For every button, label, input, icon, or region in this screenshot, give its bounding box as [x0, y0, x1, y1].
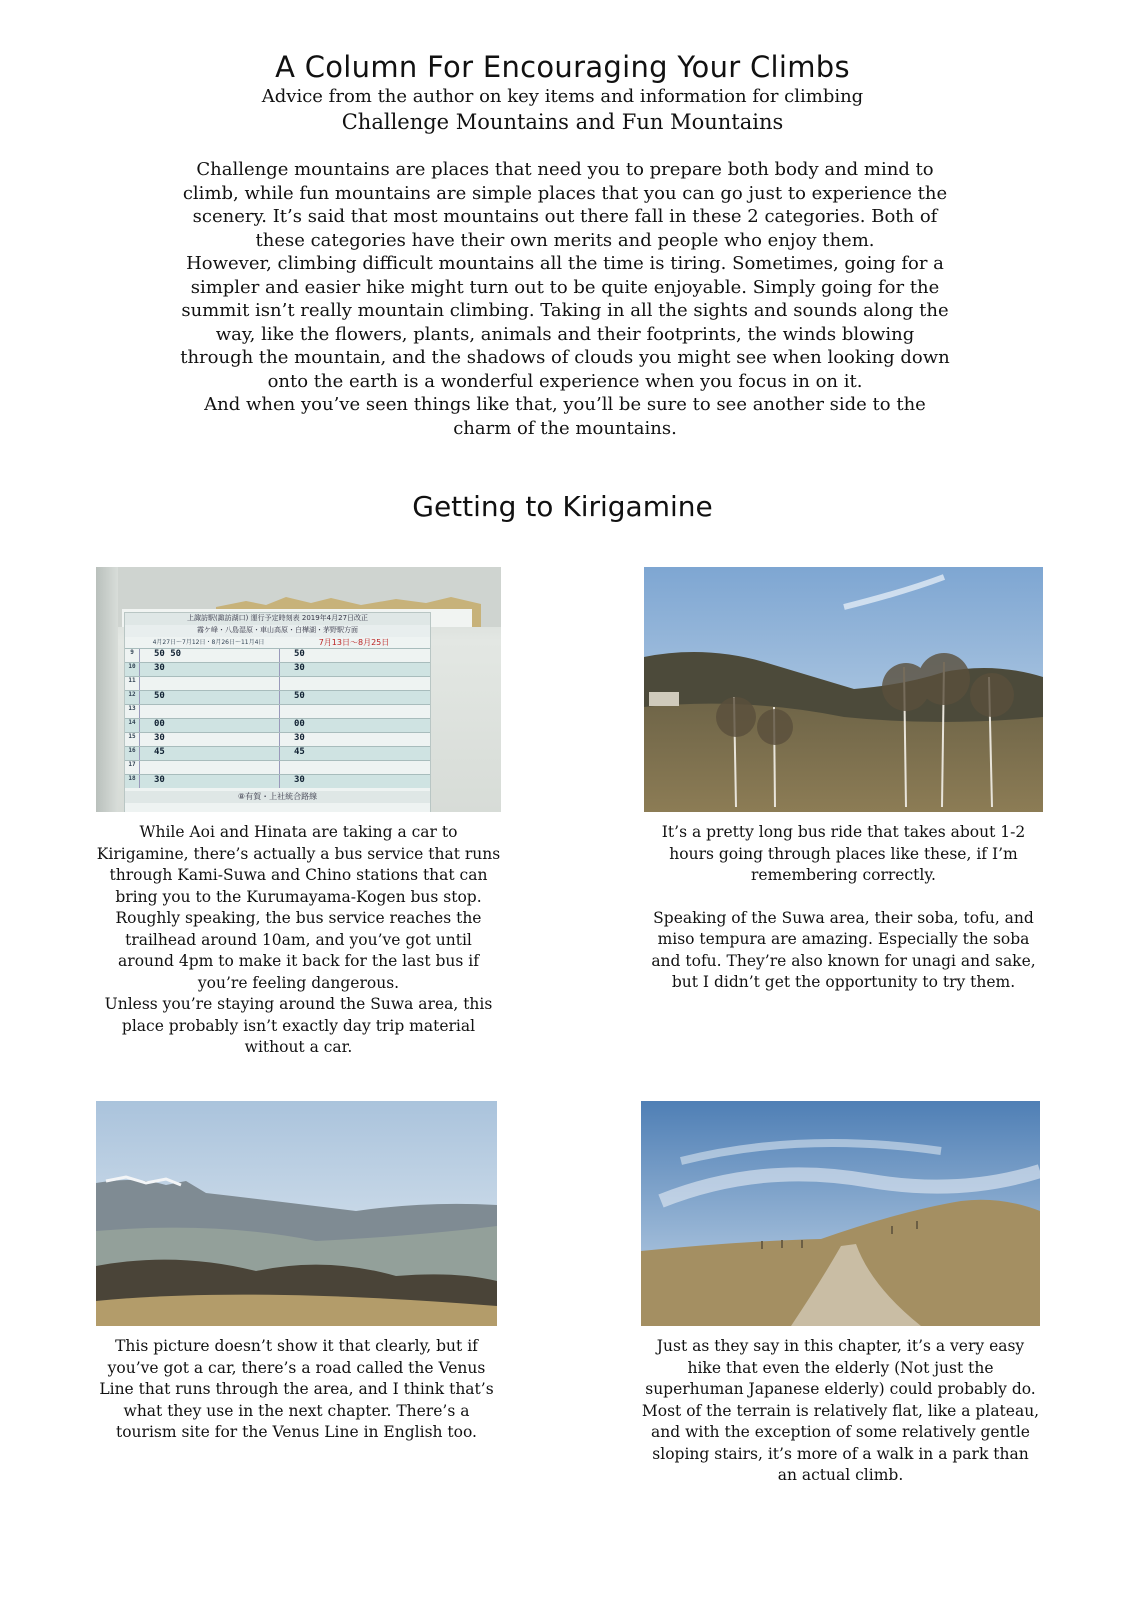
table-row	[125, 662, 430, 676]
table-row	[125, 774, 430, 788]
valley-view-photo	[96, 1101, 497, 1326]
table-row	[125, 760, 430, 774]
scenery-caption	[644, 822, 1043, 994]
hour-cell: 10	[125, 663, 140, 676]
caption-paragraph: This picture doesn’t show it that clearly, but if you’ve got a car, there’s a road called the Venus Line that runs through the area, and I think that’s what they use in the next chapter. There’s a tourism site for the Venus Line in English too.	[99, 1337, 494, 1441]
table-row	[125, 704, 430, 718]
bus-caption	[96, 822, 501, 1059]
landscape-image-icon	[644, 567, 1043, 812]
topic-heading: Challenge Mountains and Fun Mountains	[341, 110, 784, 134]
time-cell: 00	[294, 719, 305, 729]
time-cell: 30	[294, 663, 305, 673]
time-cell	[140, 761, 280, 774]
table-row	[125, 732, 430, 746]
timetable-header: 上諏訪駅(諏訪湖口) 運行予定時刻表 2019年4月27日改正	[125, 613, 430, 625]
hour-cell: 14	[125, 719, 140, 732]
intro-text	[180, 158, 950, 440]
photo-edge-shadow	[96, 567, 118, 812]
hour-cell: 9	[125, 649, 140, 662]
landscape-image-icon	[96, 1101, 497, 1326]
hour-cell: 12	[125, 691, 140, 704]
timetable-column-labels	[125, 637, 430, 648]
bus-timetable-photo	[96, 567, 501, 812]
bus-route-scenery-photo	[644, 567, 1043, 812]
time-cell: 00	[140, 719, 280, 732]
time-cell: 45	[294, 747, 305, 757]
time-cell	[140, 677, 280, 690]
timetable-rows	[125, 648, 430, 788]
caption-paragraph: It’s a pretty long bus ride that takes about 1-2 hours going through places like these, if I’m remembering correctly.	[661, 823, 1026, 884]
time-cell	[280, 705, 430, 718]
caption-paragraph: Speaking of the Suwa area, their soba, tofu, and miso tempura are amazing. Especially the soba and tofu. They’re also known for unagi and sake, but I didn’t get the opportunity to try them.	[651, 908, 1036, 991]
plateau-caption	[641, 1336, 1040, 1487]
timetable-board	[124, 612, 431, 812]
hour-cell: 17	[125, 761, 140, 774]
caption-paragraph: Just as they say in this chapter, it’s a very easy hike that even the elderly (Not just the superhuman Japanese elderly) could probably do. Most of the terrain is relatively flat, like a plateau, and with the exception of some relatively gentle sloping stairs, it’s more of a walk in a park than an actual climb.	[641, 1337, 1040, 1484]
table-row	[125, 746, 430, 760]
hour-cell: 18	[125, 775, 140, 788]
table-row	[125, 718, 430, 732]
page-title: A Column For Encouraging Your Climbs	[275, 50, 850, 84]
time-cell: 50	[140, 691, 280, 704]
intro-paragraph: And when you’ve seen things like that, you’ll be sure to see another side to the charm of the mountains.	[204, 394, 926, 439]
timetable-col1-label: 4月27日〜7月12日・8月26日〜11月4日	[152, 639, 265, 646]
caption-paragraph: While Aoi and Hinata are taking a car to Kirigamine, there’s actually a bus service that runs through Kami-Suwa and Chino stations that can bring you to the Kurumayama-Kogen bus stop. Roughly speaking, the bus service reaches the trailhead around 10am, and you’ve got until around 4pm to make it back for the last bus if you’re feeling dangerous.	[96, 823, 501, 992]
timetable-route: 霧ケ峰・八島湿原・車山高原・白樺湖・茅野駅方面	[125, 625, 430, 637]
time-cell	[280, 677, 430, 690]
hour-cell: 15	[125, 733, 140, 746]
time-cell: 45	[140, 747, 280, 760]
hour-cell: 13	[125, 705, 140, 718]
hour-cell: 16	[125, 747, 140, 760]
time-cell	[280, 761, 430, 774]
intro-paragraph: However, climbing difficult mountains all the time is tiring. Sometimes, going for a simpler and easier hike might turn out to be quite enjoyable. Simply going for the summit isn’t really mountain climbing. Taking in all the sights and sounds along the way, like the flowers, plants, animals and their footprints, the winds blowing through the mountain, and the shadows of clouds you might see when looking down onto the earth is a wonderful experience when you focus in on it.	[180, 253, 950, 392]
time-cell: 30	[294, 733, 305, 743]
time-cell: 50 50	[140, 649, 280, 662]
caption-paragraph: Unless you’re staying around the Suwa area, this place probably isn’t exactly day trip material without a car.	[104, 995, 493, 1056]
time-cell	[140, 705, 280, 718]
table-row	[125, 690, 430, 704]
time-cell: 50	[294, 649, 305, 659]
plateau-trail-photo	[641, 1101, 1040, 1326]
timetable-col2-label: 7月13日〜8月25日	[318, 638, 390, 647]
time-cell: 30	[294, 775, 305, 785]
table-row	[125, 648, 430, 662]
timetable-footer: ⑧有賀・上社統合路線	[125, 791, 430, 803]
hour-cell: 11	[125, 677, 140, 690]
section-heading: Getting to Kirigamine	[412, 490, 713, 523]
table-row	[125, 676, 430, 690]
landscape-image-icon	[641, 1101, 1040, 1326]
time-cell: 30	[140, 663, 280, 676]
intro-paragraph: Challenge mountains are places that need you to prepare both body and mind to climb, while fun mountains are simple places that you can go just to experience the scenery. It’s said that most mountains out there fall in these 2 categories. Both of these categories have their own merits and people who enjoy them.	[182, 159, 948, 251]
time-cell: 30	[140, 733, 280, 746]
time-cell: 30	[140, 775, 280, 788]
time-cell: 50	[294, 691, 305, 701]
page-subtitle: Advice from the author on key items and information for climbing	[261, 86, 864, 107]
valley-caption	[96, 1336, 497, 1444]
